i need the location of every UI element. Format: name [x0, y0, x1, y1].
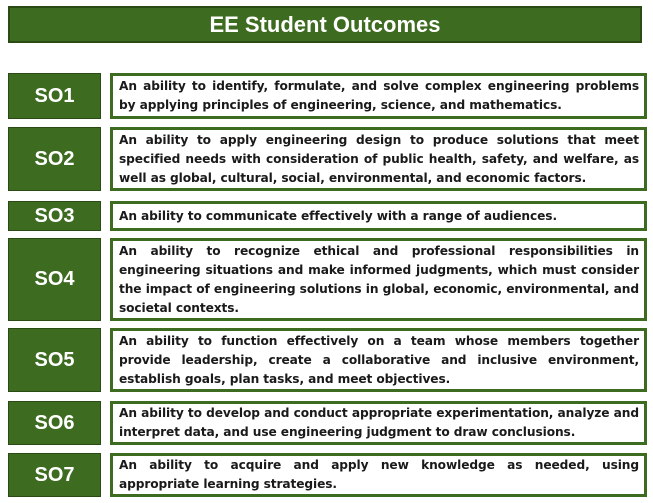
outcome-label-box — [8, 238, 101, 321]
outcome-label: SO2 — [34, 147, 75, 170]
outcome-label: SO5 — [34, 348, 75, 371]
outcome-row-so1 — [8, 73, 647, 119]
outcome-description-box — [110, 328, 647, 392]
outcome-row-so7 — [8, 453, 647, 497]
outcome-description-box — [110, 453, 647, 497]
outcome-row-so3 — [8, 201, 647, 231]
outcome-description-box — [110, 238, 647, 321]
outcome-description: An ability to function effectively on a team whose members together provide leadership, create a collaborative and inclusive environment, establish goals, plan tasks, and meet objectives. — [119, 333, 639, 386]
outcome-row-so2 — [8, 127, 647, 191]
outcome-row-so5 — [8, 328, 647, 392]
outcome-description-box — [110, 127, 647, 191]
outcome-label: SO6 — [34, 411, 75, 434]
outcome-description: An ability to apply engineering design to produce solutions that meet specified needs with consideration of public health, safety, and welfare, as well as global, cultural, social, environmental, and economic factors. — [119, 132, 639, 185]
outcome-label-box — [8, 201, 101, 231]
outcome-label: SO7 — [34, 463, 75, 486]
outcome-label-box — [8, 328, 101, 392]
outcome-description: An ability to recognize ethical and professional responsibilities in engineering situations and make informed judgments, which must consider the impact of engineering solutions in global, economic, environmental, and societal contexts. — [119, 243, 639, 315]
outcome-label-box — [8, 401, 101, 445]
outcome-description-box — [110, 401, 647, 445]
outcome-description-box — [110, 73, 647, 119]
outcome-description: An ability to identify, formulate, and solve complex engineering problems by applying principles of engineering, science, and mathematics. — [119, 79, 639, 112]
outcome-description: An ability to communicate effectively with a range of audiences. — [119, 208, 557, 223]
outcome-description: An ability to acquire and apply new knowledge as needed, using appropriate learning strategies. — [119, 458, 639, 491]
outcome-label: SO3 — [34, 204, 75, 227]
outcome-row-so4 — [8, 238, 647, 321]
outcome-description: An ability to develop and conduct appropriate experimentation, analyze and interpret data, and use engineering judgment to draw conclusions. — [119, 406, 639, 439]
page-title: EE Student Outcomes — [209, 11, 441, 37]
outcome-label-box — [8, 127, 101, 191]
title-banner — [8, 6, 642, 43]
outcome-label-box — [8, 73, 101, 119]
outcome-label: SO4 — [34, 268, 75, 290]
outcome-row-so6 — [8, 401, 647, 445]
outcome-description-box — [110, 201, 647, 231]
outcome-label-box — [8, 453, 101, 497]
outcome-label: SO1 — [34, 84, 75, 107]
